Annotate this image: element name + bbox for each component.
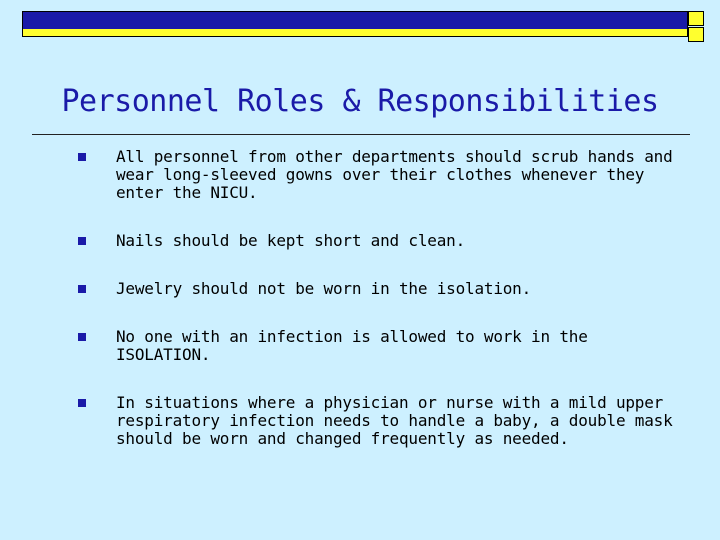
corner-square-top: [688, 11, 704, 26]
list-item: [78, 148, 678, 202]
square-bullet-icon: [78, 399, 86, 407]
bullet-text: All personnel from other departments should scrub hands and wear long-sleeved gowns over their clothes whenever they enter the NICU.: [116, 147, 673, 202]
slide-title: Personnel Roles & Responsibilities: [61, 84, 659, 119]
bullet-text: In situations where a physician or nurse with a mild upper respiratory infection needs to handle a baby, a double mask should be worn and changed frequently as needed.: [116, 393, 673, 448]
corner-square-bottom: [688, 27, 704, 42]
list-item: [78, 328, 678, 364]
bullet-text: Nails should be kept short and clean.: [116, 231, 466, 250]
header-accent-stripe: [22, 29, 688, 37]
list-item: [78, 280, 678, 298]
square-bullet-icon: [78, 237, 86, 245]
bullet-text: No one with an infection is allowed to work in the ISOLATION.: [116, 327, 588, 364]
square-bullet-icon: [78, 333, 86, 341]
list-item: [78, 394, 678, 448]
square-bullet-icon: [78, 153, 86, 161]
square-bullet-icon: [78, 285, 86, 293]
title-divider: [32, 134, 690, 135]
list-item: [78, 232, 678, 250]
bullet-text: Jewelry should not be worn in the isolation.: [116, 279, 532, 298]
bullet-list: [78, 148, 678, 478]
